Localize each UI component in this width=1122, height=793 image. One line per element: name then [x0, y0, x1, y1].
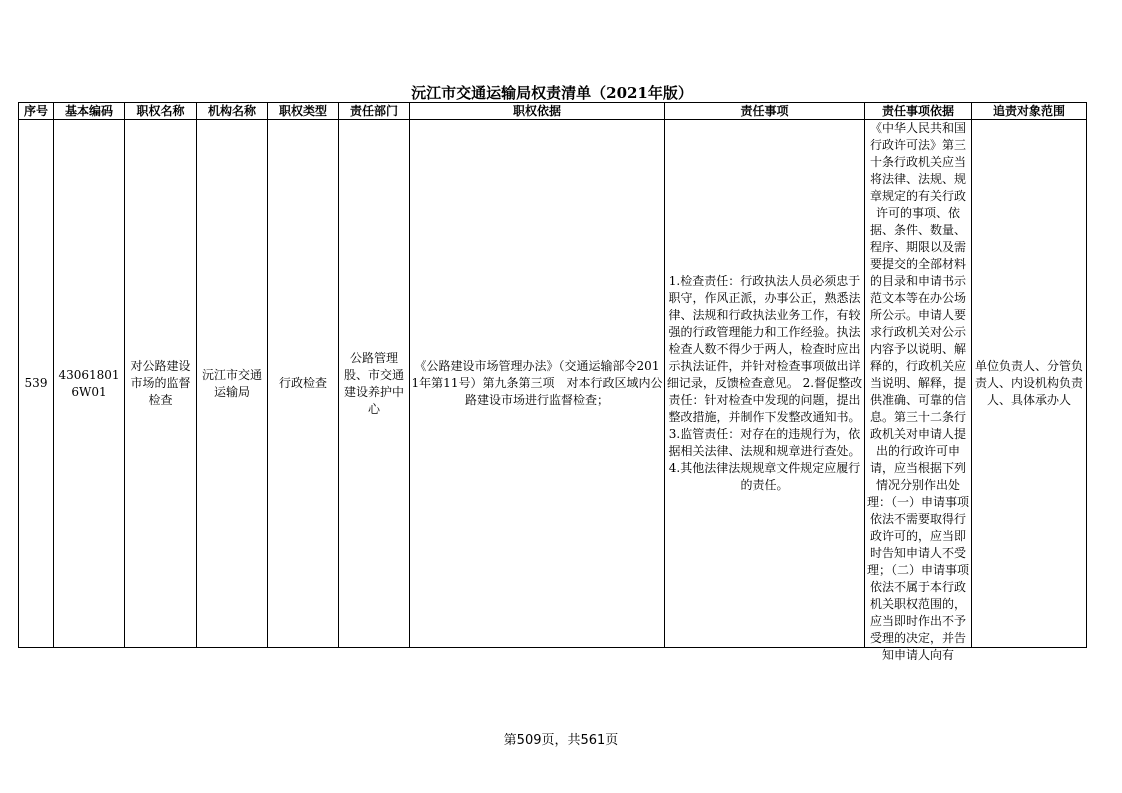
matters-ref-text: 《中华人民共和国行政许可法》第三十条行政机关应当将法律、法规、规章规定的有关行政许可的事项、依据、条件、数量、程序、期限以及需要提交的全部材料的目录和申请书示范文本等在办公场所公示。申请人要求行政机关对公示内容予以说明、解释的，行政机关应当说明、解释，提供准确、可靠的信息。第三十二条行政机关对申请人提出的行政许可申请，应当根据下列情况分别作出处理：（一）申请事项依法不需要取得行政许可的，应当即时告知申请人不受理；（二）申请事项依法不属于本行政机关职权范围的，应当即时作出不予受理的决定，并告知申请人向有 [866, 121, 969, 662]
header-accountability: 追责对象范围 [972, 103, 1087, 120]
header-seq: 序号 [19, 103, 54, 120]
cell-matters: 1.检查责任：行政执法人员必须忠于职守，作风正派，办事公正，熟悉法律、法规和行政执法业务工作，有较强的行政管理能力和工作经验。执法检查人数不得少于两人，检查时应出示执法证件，并针对检查事项做出详细记录，反馈检查意见。 2.督促整改责任：针对检查中发现的问题，提出整改措施，并制作下发整改通知书。 3.监管责任：对存在的违规行为，依据相关法律、法规和规章进行查处。 4.其他法律法规规章文件规定应履行的责任。 [665, 120, 865, 648]
cell-accountability: 单位负责人、分管负责人、内设机构负责人、具体承办人 [972, 120, 1087, 648]
cell-power-name: 对公路建设市场的监督检查 [125, 120, 197, 648]
cell-org-name: 沅江市交通运输局 [197, 120, 268, 648]
header-power-name: 职权名称 [125, 103, 197, 120]
cell-basis: 《公路建设市场管理办法》（交通运输部令2011年第11号）第九条第三项 对本行政区域内公路建设市场进行监督检查； [410, 120, 665, 648]
header-matters-ref: 责任事项依据 [865, 103, 972, 120]
cell-dept: 公路管理股、市交通建设养护中心 [339, 120, 410, 648]
page-title: 沅江市交通运输局权责清单（2021年版） [411, 84, 693, 102]
header-power-type: 职权类型 [268, 103, 339, 120]
table-row [19, 120, 1087, 648]
cell-matters-ref [865, 120, 972, 662]
header-org-name: 机构名称 [197, 103, 268, 120]
header-dept: 责任部门 [339, 103, 410, 120]
table-header-row [19, 103, 1087, 120]
page-number-footer: 第509页，共561页 [503, 733, 619, 748]
header-basis: 职权依据 [410, 103, 665, 120]
cell-seq: 539 [19, 120, 54, 648]
cell-code: 430618016W01 [54, 120, 125, 648]
header-code: 基本编码 [54, 103, 125, 120]
header-matters: 责任事项 [665, 103, 865, 120]
responsibility-table [18, 102, 1087, 662]
cell-power-type: 行政检查 [268, 120, 339, 648]
